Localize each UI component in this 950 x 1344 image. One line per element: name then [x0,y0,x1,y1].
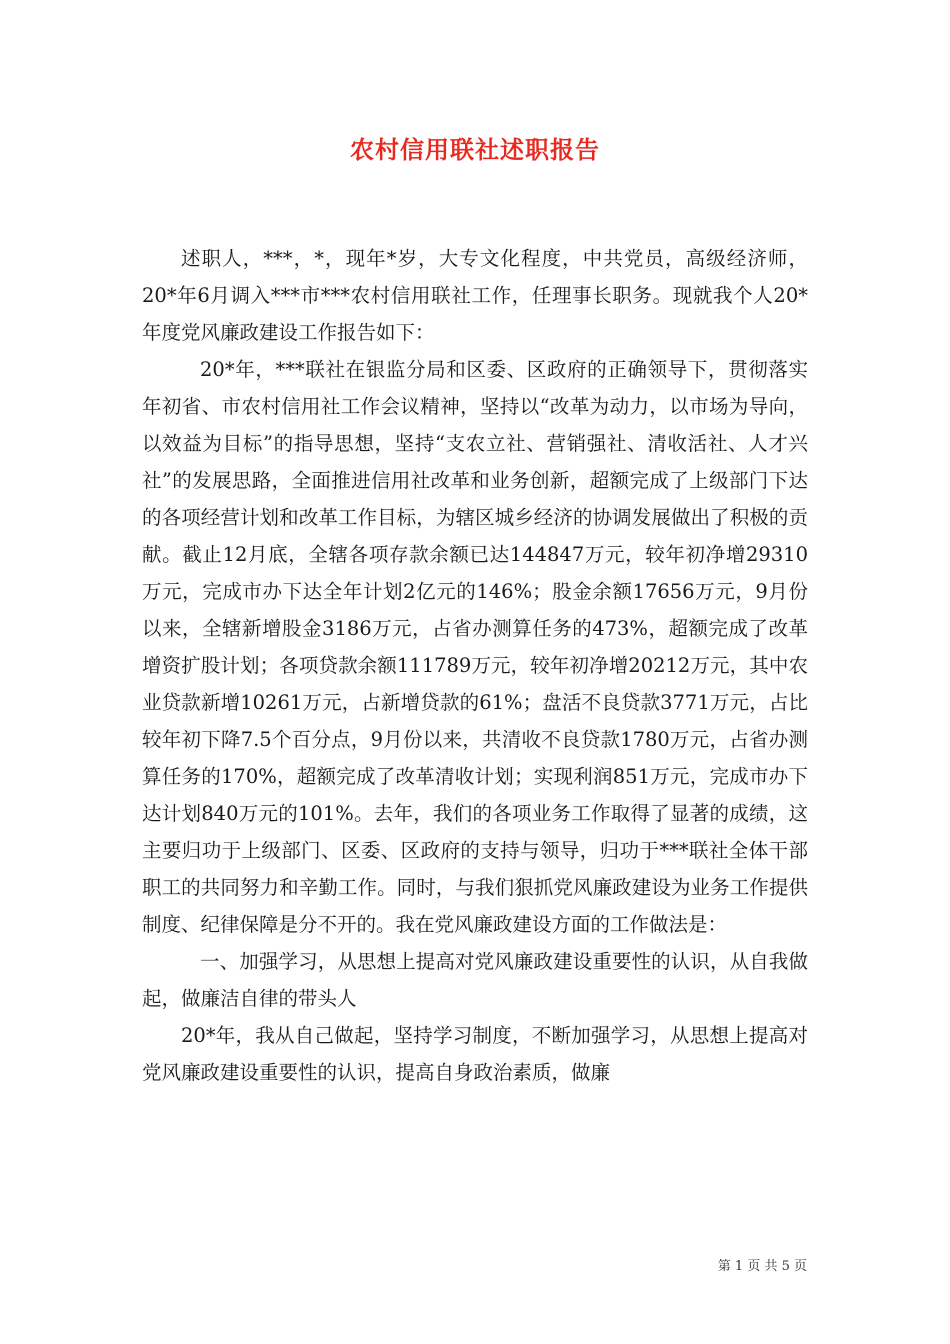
document-title: 农村信用联社述职报告 [350,135,600,164]
paragraph-section-1: 20*年，我从自己做起，坚持学习制度，不断加强学习，从思想上提高对党风廉政建设重要性的认识，提高自身政治素质，做廉 [142,1024,808,1084]
page-number: 第 1 页 共 5 页 [717,1259,807,1274]
section-heading-1: 一、加强学习，从思想上提高对党风廉政建设重要性的认识，从自我做起，做廉洁自律的带头人 [142,950,808,1010]
paragraph-intro: 述职人，***，*，现年*岁，大专文化程度，中共党员，高级经济师，20*年6月调入***市***农村信用联社工作，任理事长职务。现就我个人20*年度党风廉政建设工作报告如下： [142,247,808,344]
document-body [142,240,808,1091]
paragraph-summary: 20*年，***联社在银监分局和区委、区政府的正确领导下，贯彻落实年初省、市农村信用社工作会议精神，坚持以“改革为动力，以市场为导向，以效益为目标”的指导思想，坚持“支农立社、营销强社、清收活社、人才兴社”的发展思路，全面推进信用社改革和业务创新，超额完成了上级部门下达的各项经营计划和改革工作目标，为辖区城乡经济的协调发展做出了积极的贡献。截止12月底，全辖各项存款余额已达144847万元，较年初净增29310万元，完成市办下达全年计划2亿元的146%；股金余额17656万元，9月份以来，全辖新增股金3186万元，占省办测算任务的473%，超额完成了改革增资扩股计划；各项贷款余额111789万元，较年初净增20212万元，其中农业贷款新增10261万元，占新增贷款的61%；盘活不良贷款3771万元，占比较年初下降7.5个百分点，9月份以来，共清收不良贷款1780万元，占省办测算任务的170%，超额完成了改革清收计划；实现利润851万元，完成市办下达计划840万元的101%。去年，我们的各项业务工作取得了显著的成绩，这主要归功于上级部门、区委、区政府的支持与领导，归功于***联社全体干部职工的共同努力和辛勤工作。同时，与我们狠抓党风廉政建设为业务工作提供制度、纪律保障是分不开的。我在党风廉政建设方面的工作做法是： [142,358,808,936]
